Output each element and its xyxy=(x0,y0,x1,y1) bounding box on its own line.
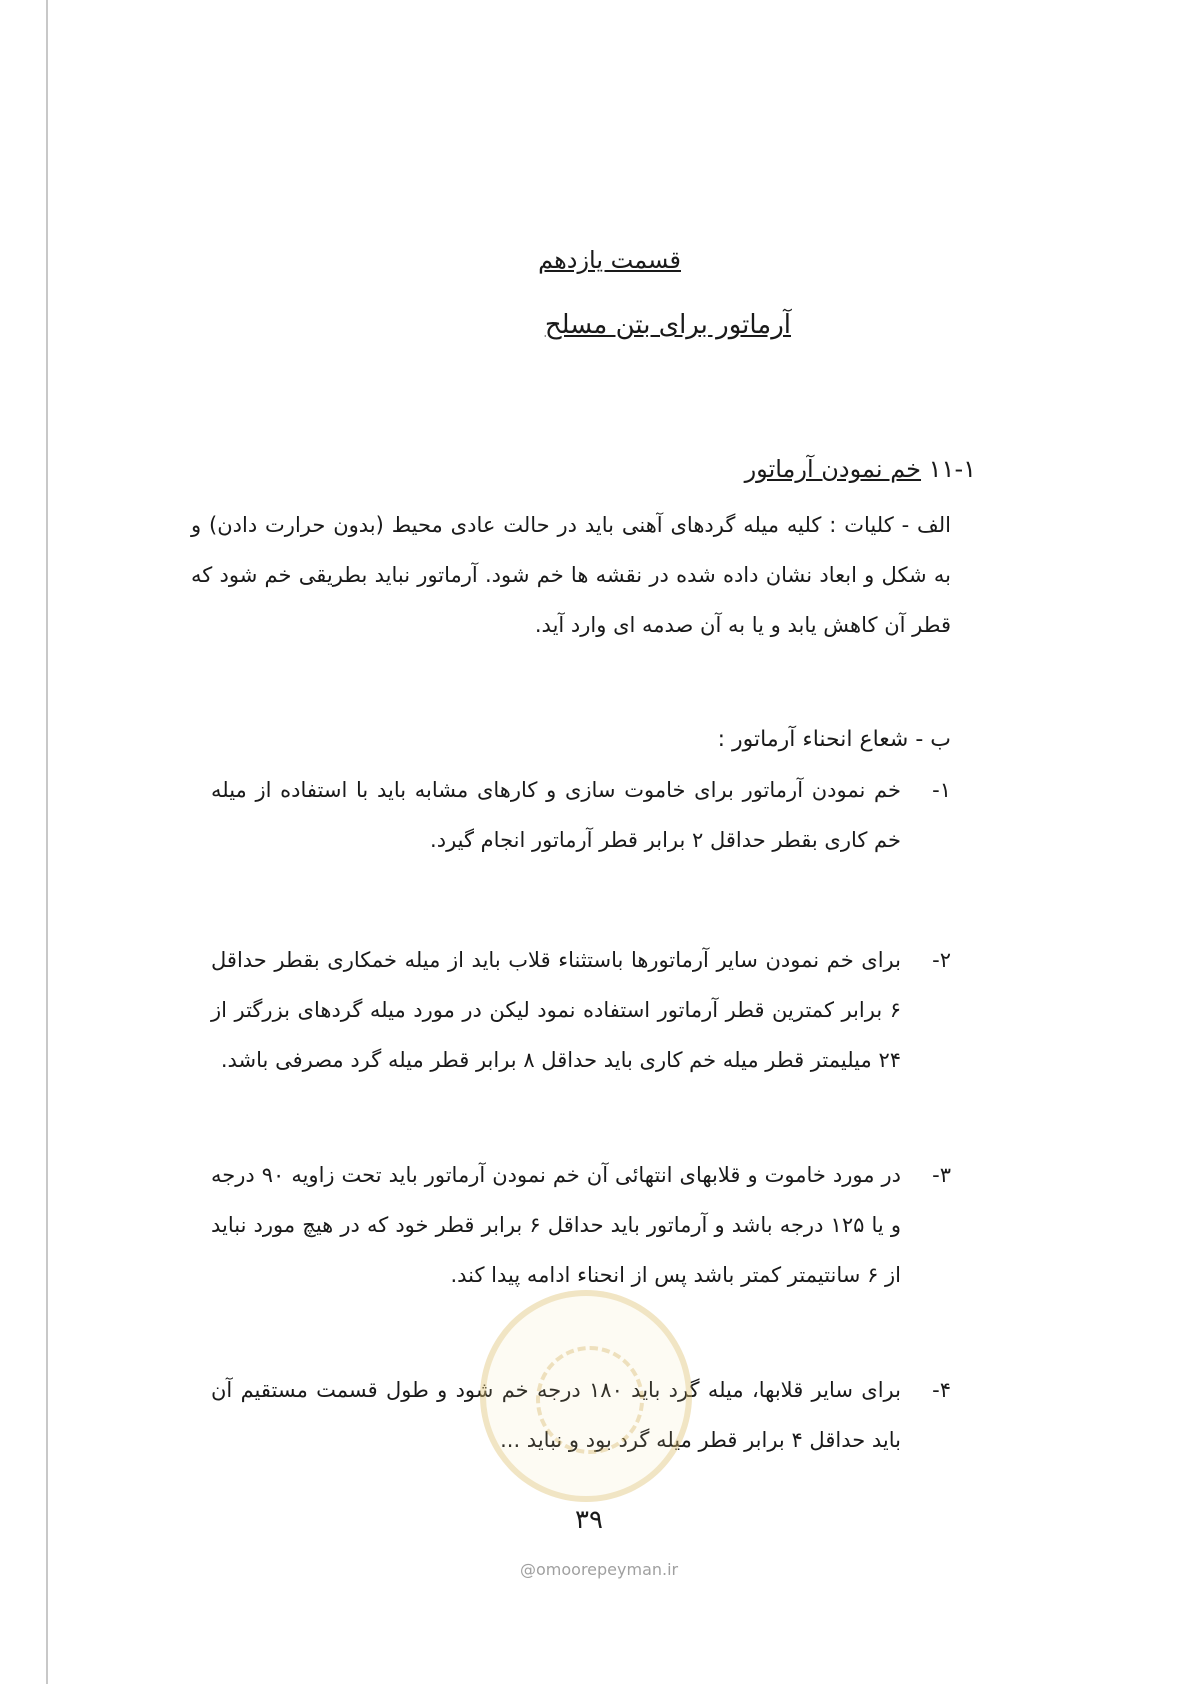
list-item-number: ۱- xyxy=(932,778,951,802)
paragraph-general-text: کلیه میله گردهای آهنی باید در حالت عادی محیط (بدون حرارت دادن) و به شکل و ابعاد نشان داده شده در نقشه ها خم شود. آرماتور نباید بطریقی خم شود که قطر آن کاهش یابد و یا به آن صدمه ای وارد آید. xyxy=(191,513,951,637)
list-item-text: خم نمودن آرماتور برای خاموت سازی و کارهای مشابه باید با استفاده از میله خم کاری بقطر حداقل ۲ برابر قطر آرماتور انجام گیرد. xyxy=(211,778,901,852)
list-item-text: برای خم نمودن سایر آرماتورها باستثناء قلاب باید از میله خمکاری بقطر حداقل ۶ برابر کمترین قطر آرماتور استفاده نمود لیکن در مورد میله گردهای بزرگتر از ۲۴ میلیمتر قطر میله خم کاری باید حداقل ۸ برابر قطر میله گرد مصرفی باشد. xyxy=(211,948,901,1072)
list-item xyxy=(211,1150,951,1300)
paragraph-bend-radius-label: ب - شعاع انحناء آرماتور : xyxy=(717,727,951,752)
watermark-site: @omoorepeyman.ir xyxy=(520,1560,679,1579)
watermark-seal-inner xyxy=(536,1346,644,1454)
list-item-text: برای سایر قلابها، میله گرد باید ۱۸۰ درجه خم شود و طول قسمت مستقیم آن باید حداقل ۴ برابر قطر میله گرد بود و نباید ... xyxy=(211,1378,901,1452)
list-item-number: ۲- xyxy=(932,948,951,972)
list-item-number: ۳- xyxy=(932,1163,951,1187)
page-subtitle: آرماتور برای بتن مسلح xyxy=(544,310,791,340)
watermark-seal xyxy=(480,1290,692,1502)
page-number: ۳۹ xyxy=(575,1505,603,1535)
section-heading xyxy=(745,455,976,483)
paragraph-general-label: الف - کلیات : xyxy=(829,513,951,537)
section-title: خم نمودن آرماتور xyxy=(744,455,922,483)
section-number: ۱۱-۱ xyxy=(928,455,976,483)
list-item-text: در مورد خاموت و قلابهای انتهائی آن خم نمودن آرماتور باید تحت زاویه ۹۰ درجه و یا ۱۲۵ درجه باشد و آرماتور باید حداقل ۶ برابر قطر خود که در هیچ مورد نباید از ۶ سانتیمتر کمتر باشد پس از انحناء ادامه پیدا کند. xyxy=(211,1163,901,1287)
page-title: قسمت یازدهم xyxy=(538,246,681,274)
paragraph-general xyxy=(191,500,951,650)
list-item xyxy=(211,935,951,1085)
list-item-number: ۴- xyxy=(932,1378,951,1402)
list-item xyxy=(211,765,951,865)
